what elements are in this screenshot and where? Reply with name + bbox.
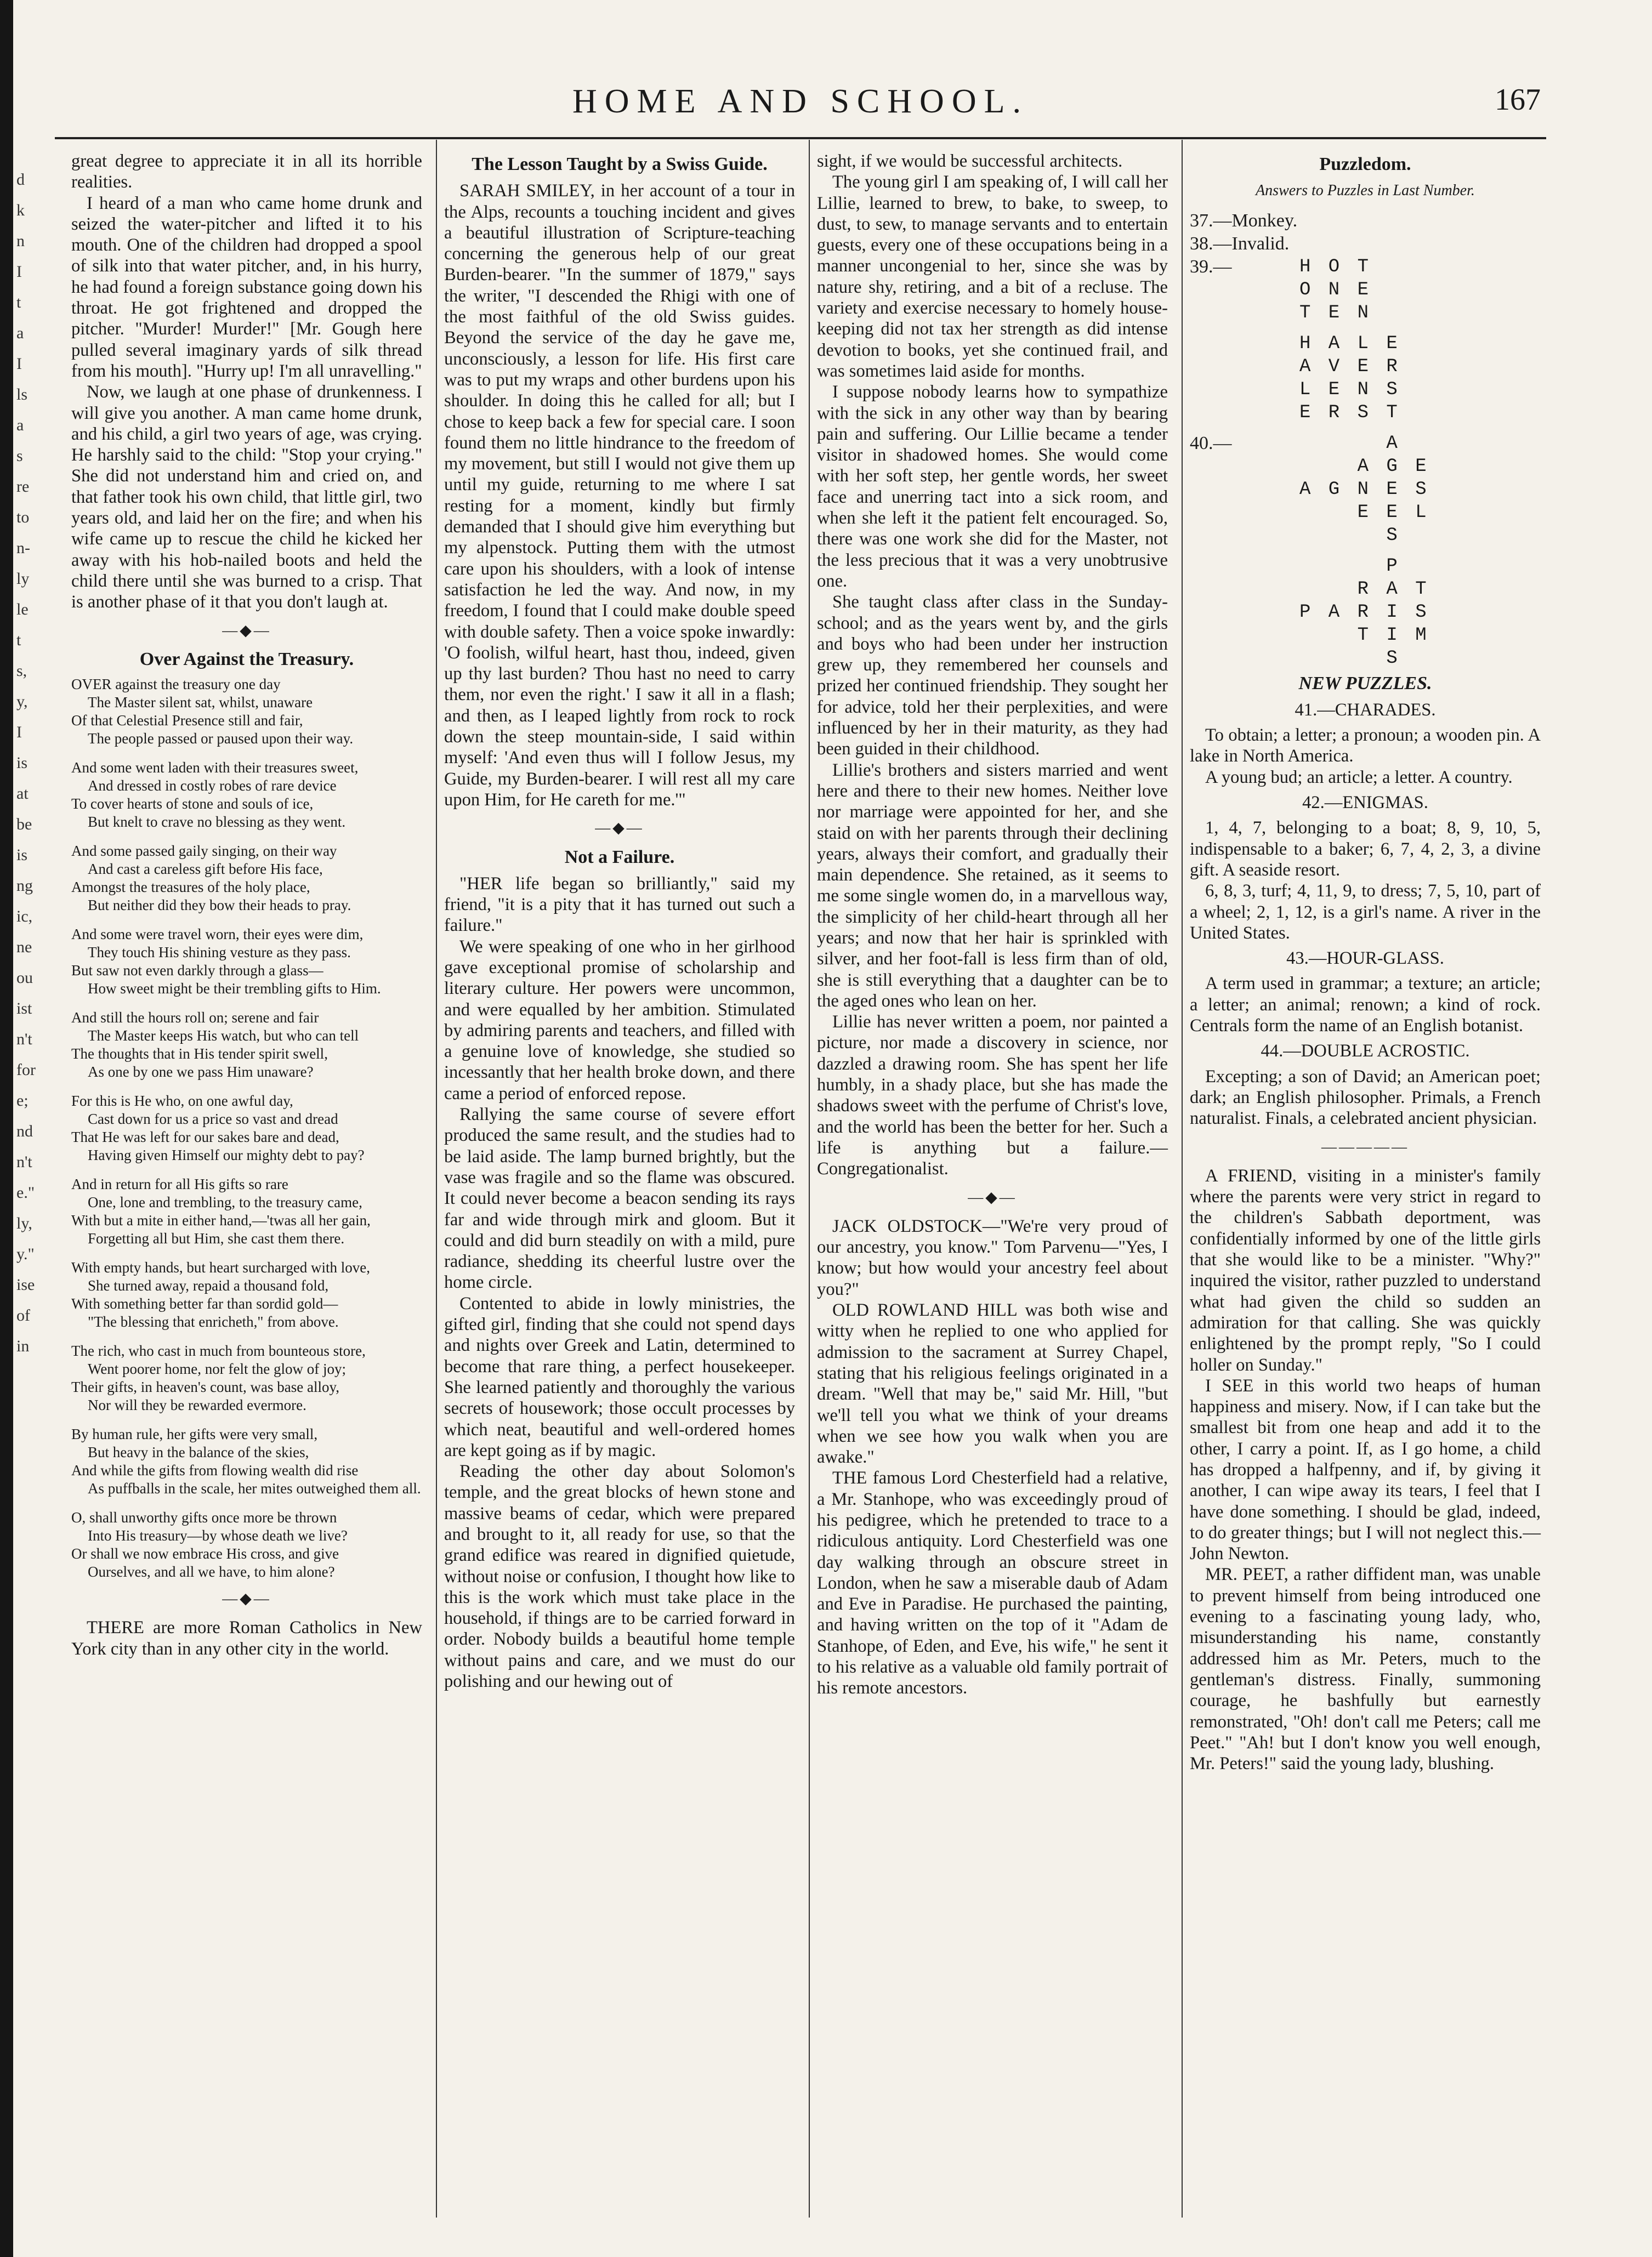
margin-fragment: to [16,508,30,526]
margin-fragment: ise [16,1276,35,1294]
puzzle-text: A term used in grammar; a texture; an article; a letter; an animal; renown; a kind of rock. Centrals form the name of an English botanist. [1190,974,1541,1036]
poem-line: OVER against the treasury one day [71,676,281,693]
paragraph: JACK OLDSTOCK—"We're very proud of our ancestry, you know." Tom Parvenu—"Yes, I know; but how would your ancestry feel about you?" [817,1216,1168,1299]
poem-line: And cast a careless gift before His face, [88,861,323,878]
paragraph: Lillie has never written a poem, nor painted a picture, nor made a discovery in science, nor dazzled a drawing room. She has spent her life humbly, in a shady place, but she has made the shadows sweet with the perfume of Christ's love, and the world has been the better for her. Such a life is anything but a failure.—Congregationalist. [817,1012,1168,1179]
margin-fragment: e; [16,1091,29,1110]
margin-fragment: y, [16,692,28,710]
column-2 [444,151,795,1692]
puzzle-text: Excepting; a son of David; an American poet; dark; an English philosopher. Primals, a French naturalist. Finals, a celebrated ancient physician. [1190,1066,1541,1129]
poem-line: The people passed or paused upon their way. [88,730,354,747]
paragraph: She taught class after class in the Sunday-school; and as the years went by, and the girls and boys who had been under her instruction grew up, they remembered her counsels and prized her continued friendship. They sought her for advice, told her their perplexities, and were influenced by her in their maturity, as they had been guided in their childhood. [817,592,1168,759]
margin-fragment: ls [16,385,28,403]
puzzle-heading: 43.—HOUR-GLASS. [1286,948,1444,969]
poem-line: As puffballs in the scale, her mites outweighed them all. [88,1480,421,1497]
puzzle-text: To obtain; a letter; a pronoun; a wooden pin. A lake in North America. [1190,725,1541,766]
answer-number: 40.— [1190,433,1232,453]
poem-line: The thoughts that in His tender spirit swell, [71,1045,328,1062]
puzzle-section-title: Puzzledom. [1319,154,1411,174]
paragraph: sight, if we would be successful architects. [817,151,1123,171]
poem-line: With empty hands, but heart surcharged with love, [71,1259,371,1276]
margin-fragment: nd [16,1122,33,1140]
column-1 [71,151,422,1659]
paragraph: "HER life began so brilliantly," said my friend, "it is a pity that it has turned out such a failure." [444,873,795,936]
answer-line: 38.—Invalid. [1190,233,1290,254]
paragraph: MR. PEET, a rather diffident man, was unable to prevent himself from being introduced one evening to a fascinating young lady, who, misunderstanding his name, constantly addressed him as Mr. Peters, much to the gentleman's distress. Finally, summoning courage, he bashfully but earnestly remonstrated, "Oh! don't call me Peters; call me Peet." "Ah! but I don't know you well enough, Mr. Peters!" said the young lady, blushing. [1190,1565,1541,1774]
paragraph: Reading the other day about Solomon's temple, and the great blocks of hewn stone and massive beams of cedar, which were prepared and brought to it, all ready for use, so that the grand edifice was reared in dignified quietude, without noise or confusion, I thought how like to this is the work which must take place in the household, if things are to be carried forward in order. Nobody builds a beautiful home temple without pains and care, and we must do our polishing and our hewing out of [444,1462,795,1692]
poem-line: And while the gifts from flowing wealth did rise [71,1462,359,1479]
adjacent-page-fragments [16,164,49,1362]
margin-fragment: be [16,815,32,833]
paragraph: THERE are more Roman Catholics in New York city than in any other city in the world. [71,1618,422,1659]
paragraph: great degree to appreciate it in all its horrible realities. [71,151,422,192]
poem-line: They touch His shining vesture as they pass. [88,944,351,961]
poem-line: That He was left for our sakes bare and dead, [71,1129,339,1146]
poem-line: By human rule, her gifts were very small, [71,1426,318,1443]
paragraph: I SEE in this world two heaps of human happiness and misery. Now, if I can take but the smallest bit from one heap and add it to the other, I carry a point. If, as I go home, a child has dropped a halfpenny, and if, by giving it another, I can wipe away its tears, I feel that I have done something. I should be glad, indeed, to do greater things; but I will not neglect this.—John Newton. [1190,1375,1541,1564]
poem-line: And some passed gaily singing, on their way [71,843,337,860]
poem-title: Over Against the Treasury. [139,649,354,669]
margin-fragment: n [16,232,25,250]
puzzle-text: 6, 8, 3, turf; 4, 11, 9, to dress; 7, 5, 10, part of a wheel; 2, 1, 12, is a girl's name. A river in the United States. [1190,881,1541,943]
poem-line: And dressed in costly robes of rare device [88,777,337,794]
margin-fragment: n- [16,539,30,557]
margin-fragment: t [16,293,21,311]
poem-line: How sweet might be their trembling gifts to Him. [88,980,381,997]
column-4 [1190,151,1541,1774]
paragraph: Contented to abide in lowly ministries, the gifted girl, finding that she could not spend days and nights over Greek and Latin, determined to become that rare thing, a perfect housekeeper. She learned patiently and thoroughly the various secrets of housework; those occult processes by which neat, beautiful and well-ordered homes are kept going as if by magic. [444,1293,795,1460]
poem-line: But heavy in the balance of the skies, [88,1444,309,1461]
margin-fragment: d [16,170,25,189]
margin-fragment: ic, [16,907,33,925]
poem-line: And in return for all His gifts so rare [71,1176,288,1193]
poem-line: Amongst the treasures of the holy place, [71,879,310,896]
page-number: 167 [1495,83,1541,117]
new-puzzles-title: NEW PUZZLES. [1298,673,1432,693]
poem-line: Of that Celestial Presence still and fair, [71,712,303,729]
puzzle-heading: 44.—DOUBLE ACROSTIC. [1261,1041,1470,1061]
margin-fragment: in [16,1337,30,1355]
poem-line: With but a mite in either hand,—'twas all her gain, [71,1212,371,1229]
poem-line: Cast down for us a price so vast and dread [88,1111,338,1128]
column-3 [817,151,1168,1699]
poem-line: The Master keeps His watch, but who can tell [88,1027,359,1044]
poem-line: With something better far than sordid gold— [71,1295,338,1312]
puzzle-heading: 41.—CHARADES. [1295,700,1436,720]
separator-ornament: —◆— [595,820,644,837]
poem-line: But neither did they bow their heads to pray. [88,897,351,914]
word-square: H O T O N E T E N [1299,256,1372,323]
margin-fragment: a [16,324,24,342]
puzzle-heading: 42.—ENIGMAS. [1302,793,1428,813]
running-title: HOME AND SCHOOL. [572,83,1029,120]
paragraph: I heard of a man who came home drunk and seized the water-pitcher and lifted it to his mouth. One of the children had dropped a spool of silk into that water pitcher, and, in his hurry, he had found a foreign substance going down his throat. He got frightened and dropped the pitcher. "Murder! Murder!" [Mr. Gough here pulled several imaginary yards of silk thread from his mouth]. "Hurry up! I'm all unravelling." [71,193,422,381]
paragraph: I suppose nobody learns how to sympathize with the sick in any other way than by bearing pain and suffering. Our Lillie became a tender visitor in shadowed homes. She would come with her soft step, her gentle words, her sweet face and unerring tact into a sick room, and when she left it the patient felt encouraged. So, there was one work she did for the Master, not the less precious that it was a very unobtrusive one. [817,382,1168,591]
poem-line: The rich, who cast in much from bounteous store, [71,1343,366,1360]
margin-fragment: is [16,754,28,772]
answer-number: 39.— [1190,256,1232,277]
header-rule [55,137,1546,139]
poem-line: For this is He who, on one awful day, [71,1093,293,1110]
paragraph: OLD ROWLAND HILL was both wise and witty when he replied to one who applied for admission to the sacrament at Surrey Chapel, stating that his religious feelings originated in a dream. "Well that may be," said Mr. Hill, "but we'll tell you what we think of your dreams when we see how you walk when you are awake." [817,1300,1168,1468]
diamond-puzzle: A A G E A G N E S E E L S [1299,433,1430,546]
margin-fragment: for [16,1061,36,1079]
margin-fragment: ist [16,999,32,1017]
poem-line: Having given Himself our mighty debt to pay? [88,1147,365,1164]
poem-line: O, shall unworthy gifts once more be thrown [71,1509,337,1526]
poem-line: To cover hearts of stone and souls of ice, [71,795,314,812]
poem-line: She turned away, repaid a thousand fold, [88,1277,329,1294]
poem-line: Or shall we now embrace His cross, and give [71,1545,339,1562]
paragraph: A FRIEND, visiting in a minister's family where the parents were very strict in regard to the children's Sabbath deportment, was confidentially informed by one of the little girls that she would like to be a minister. "Why?" inquired the visitor, rather puzzled to understand what had given the child so sudden an admiration for that calling. She was quickly enlightened by the prompt reply, "So I could holler on Sunday." [1190,1166,1541,1375]
margin-fragment: a [16,416,24,434]
puzzle-text: 1, 4, 7, belonging to a boat; 8, 9, 10, 5, indispensable to a baker; 6, 7, 4, 2, 3, a divine gift. A seaside resort. [1190,818,1541,880]
article-title: Not a Failure. [564,846,675,867]
poem-line: Nor will they be rewarded evermore. [88,1397,306,1414]
poem-line: Their gifts, in heaven's count, was base alloy, [71,1379,339,1396]
separator-rule: ————— [1321,1138,1409,1156]
paragraph: Rallying the same course of severe effort produced the same result, and the studies had to be laid aside. The lamp burned brightly, but the vase was fragile and so the flame was obscured. It could never become a beacon sending its rays far and wide through mirk and gloom. But it could and did burn steadily on with a mild, pure radiance, shedding its cheerful lustre over the home circle. [444,1105,795,1293]
separator-ornament: —◆— [968,1189,1017,1206]
poem [71,675,422,1581]
margin-fragment: ou [16,969,33,987]
margin-fragment: s, [16,662,27,680]
margin-fragment: le [16,600,29,618]
poem-line: Forgetting all but Him, she cast them there. [88,1230,345,1247]
margin-fragment: ly, [16,1214,32,1232]
poem-line: And still the hours roll on; serene and fair [71,1009,319,1026]
margin-fragment: y." [16,1245,35,1263]
poem-line: As one by one we pass Him unaware? [88,1064,314,1081]
separator-ornament: —◆— [222,622,271,639]
poem-line: But saw not even darkly through a glass— [71,962,323,979]
article-title: The Lesson Taught by a Swiss Guide. [472,154,768,174]
margin-fragment: ly [16,570,30,588]
margin-fragment: I [16,723,22,741]
poem-line: And some were travel worn, their eyes were dim, [71,926,364,943]
poem-line: "The blessing that enricheth," from above. [88,1314,339,1331]
margin-fragment: n't [16,1030,32,1048]
paragraph: SARAH SMILEY, in her account of a tour in the Alps, recounts a touching incident and gives a beautiful illustration of Scripture-teaching concerning the generous help of our great Burden-bearer. "In the summer of 1879," says the writer, "I descended the Rhigi with one of the most faithful of the old Swiss guides. Beyond the service of the day he gave me, unconsciously, a lesson for life. His first care was to put my wraps and other burdens upon his shoulder. In doing this he called for all; but I chose to keep back a few for special care. I soon found them no little hindrance to the freedom of my movement, but still I would not give them up until my guide, returning to me where I sat resting for a moment, kindly but firmly demanded that I should give him everything but my alpenstock. Putting them with the utmost care upon his shoulders, with a look of intense satisfaction he led the way. And now, in my freedom, I found that I could make double speed with double safety. Then a voice spoke inwardly: 'O foolish, wilful heart, hast thou, indeed, given up thy last burden? Thou hast no need to carry them, nor even the right.' I saw it all in a flash; and then, as I leaped lightly from rock to rock down the steep mountain-side, I said within myself: 'And even thus will I follow Jesus, my Guide, my Burden-bearer. I will rest all my care upon Him, for He careth for me.'" [444,181,795,810]
poem-line: Ourselves, and all we have, to him alone? [88,1564,335,1581]
column-rule [436,140,437,2218]
margin-fragment: ne [16,938,32,956]
puzzle-answers [1190,209,1541,670]
paragraph: Now, we laugh at one phase of drunkenness. I will give you another. A man came home drunk, and his child, a girl two years of age, was crying. He harshly said to the child: "Stop your crying." She did not understand him and cried on, and that father took his own child, that little girl, two years old, and laid her on the fire; and when his wife came up to rescue the child he kicked her away with his hob-nailed boots and held the child there until she was burned to a crisp. That is another phase of it that you don't laugh at. [71,382,422,612]
paragraph: The young girl I am speaking of, I will call her Lillie, learned to brew, to bake, to sweep, to dust, to sew, to manage servants and to entertain guests, every one of these occupations being in a manner uncongenial to her, since she was by nature shy, retiring, and a bit of a recluse. The variety and exercise necessary to homely house-keeping did not tax her strength as did intense devotion to books, yet she continued frail, and was sometimes laid aside for months. [817,172,1168,381]
puzzle-text: A young bud; an article; a letter. A country. [1205,767,1513,787]
poem-line: The Master silent sat, whilst, unaware [88,694,313,711]
column-rule [809,140,810,2218]
margin-fragment: k [16,201,25,219]
page-header [55,82,1546,132]
puzzle-subtitle: Answers to Puzzles in Last Number. [1256,182,1475,200]
answer-line: 37.—Monkey. [1190,210,1298,231]
margin-fragment: e." [16,1184,35,1202]
poem-line: One, lone and trembling, to the treasury came, [88,1194,362,1211]
poem-line: And some went laden with their treasures sweet, [71,759,359,776]
margin-fragment: t [16,631,21,649]
margin-fragment: of [16,1306,30,1324]
word-square: H A L E A V E R L E N S E R S T [1299,333,1401,423]
margin-fragment: at [16,784,29,803]
poem-line: Went poorer home, nor felt the glow of joy; [88,1361,346,1378]
diamond-puzzle: P R A T P A R I S T I M S [1299,555,1430,669]
paragraph: Lillie's brothers and sisters married and went here and there to their new homes. Neither love nor marriage were appointed for her, and she staid on with her parents through their declining years, always their comfort, and gradually their main dependence. She retained, as it seems to me some single women do, in a marvellous way, the simplicity of her child-heart through all her years; and now that her hair is sprinkled with silver, and her foot-fall is less firm than of old, she is still everything that a daughter can be to the aged ones who lean on her. [817,760,1168,1011]
poem-line: Into His treasury—by whose death we live? [88,1527,348,1544]
margin-fragment: I [16,263,22,281]
margin-fragment: s [16,447,23,465]
poem-line: But knelt to crave no blessing as they went. [88,814,346,831]
margin-fragment: n't [16,1153,32,1171]
paragraph: THE famous Lord Chesterfield had a relative, a Mr. Stanhope, who was exceedingly proud of his pedigree, which he pretended to trace to a ridiculous antiquity. Lord Chesterfield was one day walking through an obscure street in London, when he saw a miserable daub of Adam and Eve in Paradise. He purchased the painting, and having written on the top of it "Adam de Stanhope, of Eden, and Eve, his wife," he sent it to his relative as a valuable old family portrait of his remote ancestors. [817,1468,1168,1698]
margin-fragment: is [16,846,28,864]
paragraph: We were speaking of one who in her girlhood gave exceptional promise of scholarship and literary culture. Her powers were uncommon, and were equalled by her ambition. Stimulated by admiring parents and teachers, and filled with a genuine love of knowledge, she studied so incessantly that her health broke down, and there came a period of enforced repose. [444,936,795,1104]
margin-fragment: re [16,477,30,496]
margin-fragment: ng [16,877,33,895]
margin-fragment: I [16,355,22,373]
separator-ornament: —◆— [222,1590,271,1608]
column-rule [1182,140,1183,2218]
